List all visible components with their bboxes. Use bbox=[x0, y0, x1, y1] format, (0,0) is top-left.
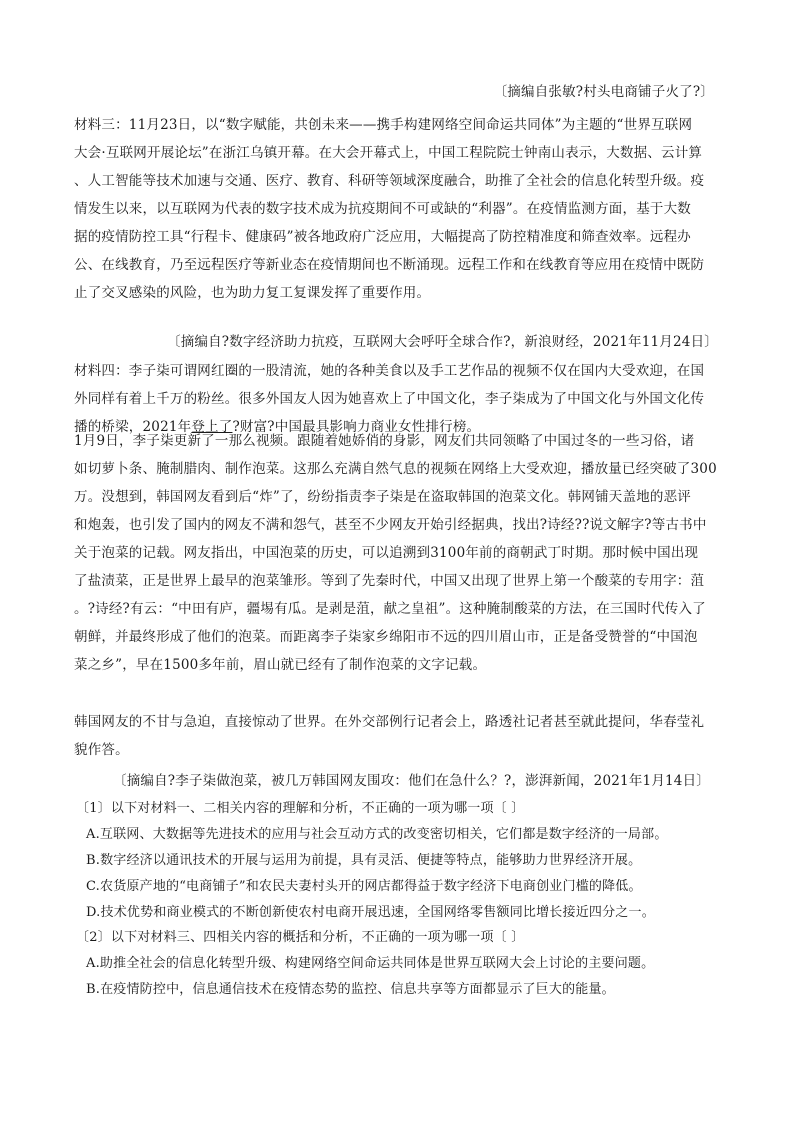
source-note-3: 〔摘编自?数字经济助力抗疫，互联网大会呼吁全球合作?，新浪财经，2021年11月24日〕 bbox=[167, 334, 718, 350]
option-b: B.数字经济以通讯技术的开展与运用为前提，具有灵活、便捷等特点，能够助力世界经济开展。 bbox=[86, 853, 642, 868]
paragraph-response bbox=[74, 708, 720, 764]
option-c: C.农货原产地的“电商铺子”和农民夫妻村头开的网店都得益于数字经济下电商创业门槛的降低。 bbox=[86, 879, 642, 894]
text-line: 公、在线教育，乃至远程医疗等新业态在疫情期间也不断涌现。远程工作和在线教育等应用在疫情中既防 bbox=[74, 257, 705, 273]
text-line: 韩国网友的不甘与急迫，直接惊动了世界。在外交部例行记者会上，路透社记者甚至就此提问，华春莹礼 bbox=[74, 714, 705, 730]
text-line: 外同样有着上千万的粉丝。很多外国友人因为她喜欢上了中国文化，李子柒成为了中国文化与外国文化传 bbox=[74, 391, 705, 407]
text-line: 。?诗经?有云：“中田有庐，疆埸有瓜。是剥是菹，献之皇祖”。这种腌制酸菜的方法，在三国时代传入了 bbox=[74, 601, 706, 617]
question-1 bbox=[76, 796, 716, 926]
source-note-4: 〔摘编自?李子柒做泡菜，被几万韩国网友围攻：他们在急什么？?，澎湃新闻，2021年1月14日〕 bbox=[113, 773, 710, 789]
text-line: 如切萝卜条、腌制腊肉、制作泡菜。这那么充满自然气息的视频在网络上大受欢迎，播放量已经突破了300 bbox=[74, 461, 717, 477]
text-line: 万。没想到，韩国网友看到后“炸”了，纷纷指责李子柒是在盗取韩国的泡菜文化。韩网铺天盖地的恶评 bbox=[74, 489, 692, 505]
text-line: 止了交叉感染的风险，也为助力复工复课发挥了重要作用。 bbox=[74, 285, 431, 301]
question-2 bbox=[76, 925, 716, 1003]
material-three bbox=[74, 111, 720, 307]
question-stem: 〔1〕以下对材料一、二相关内容的理解和分析，不正确的一项为哪一项〔 〕 bbox=[76, 801, 525, 816]
text-line: 据的疫情防控工具“行程卡、健康码”被各地政府广泛应用，大幅提高了防控精准度和筛查效率。远程办 bbox=[74, 229, 692, 245]
option-a: A.助推全社会的信息化转型升级、构建网络空间命运共同体是世界互联网大会上讨论的主要问题。 bbox=[86, 956, 655, 971]
text-line: 1月9日，李子柒更新了一那么视频。跟随着她娇俏的身影，网友们共同领略了中国过冬的一些习俗，诸 bbox=[74, 433, 695, 449]
text-line: 菜之乡”，早在1500多年前，眉山就已经有了制作泡菜的文字记载。 bbox=[74, 657, 487, 673]
text-line: 朝鲜，并最终形成了他们的泡菜。而距离李子柒家乡绵阳市不远的四川眉山市，正是备受赞誉的“中国泡 bbox=[74, 629, 698, 645]
text-line: 、人工智能等技术加速与交通、医疗、教育、科研等领域深度融合，助推了全社会的信息化转型升级。疫 bbox=[74, 173, 705, 189]
question-stem: 〔2〕以下对材料三、四相关内容的概括和分析，不正确的一项为哪一项〔 〕 bbox=[76, 930, 525, 945]
option-a: A.互联网、大数据等先进技术的应用与社会互动方式的改变密切相关，它们都是数字经济的一局部。 bbox=[86, 827, 668, 842]
text-line: 大会·互联网开展论坛”在浙江乌镇开幕。在大会开幕式上，中国工程院院士钟南山表示，大数据、云计算 bbox=[74, 145, 703, 161]
text-line: 情发生以来，以互联网为代表的数字技术成为抗疫期间不可或缺的“利器”。在疫情监测方面，基于大数 bbox=[74, 201, 692, 217]
option-d: D.技术优势和商业模式的不断创新使农村电商开展迅速，全国网络零售额同比增长接近四分之一。 bbox=[86, 905, 655, 920]
text-line: 貌作答。 bbox=[74, 742, 129, 758]
text-line: 播的桥梁，2021年登上了?财富?中国最具影响力商业女性排行榜。 bbox=[74, 419, 481, 435]
option-b: B.在疫情防控中，信息通信技术在疫情态势的监控、信息共享等方面都显示了巨大的能量。 bbox=[86, 982, 615, 997]
text-line: 材料三：11月23日，以“数字赋能，共创未来——携手构建网络空间命运共同体”为主题的“世界互联网 bbox=[74, 117, 693, 133]
text-line: 材料四：李子柒可谓网红圈的一股清流，她的各种美食以及手工艺作品的视频不仅在国内大受欢迎，在国 bbox=[74, 363, 705, 379]
text-line: 和炮轰，也引发了国内的网友不满和怨气，甚至不少网友开始引经据典，找出?诗经??说文解字?等古书中 bbox=[74, 517, 707, 533]
source-note-1: 〔摘编自张敏?村头电商铺子火了?〕 bbox=[493, 84, 714, 100]
text-line: 了盐渍菜，正是世界上最早的泡菜雏形。等到了先秦时代，中国又出现了世界上第一个酸菜的专用字：菹 bbox=[74, 573, 705, 589]
paragraph-kimchi bbox=[74, 427, 720, 679]
text-line: 关于泡菜的记载。网友指出，中国泡菜的历史，可以追溯到3100年前的商朝武丁时期。那时候中国出现 bbox=[74, 545, 699, 561]
